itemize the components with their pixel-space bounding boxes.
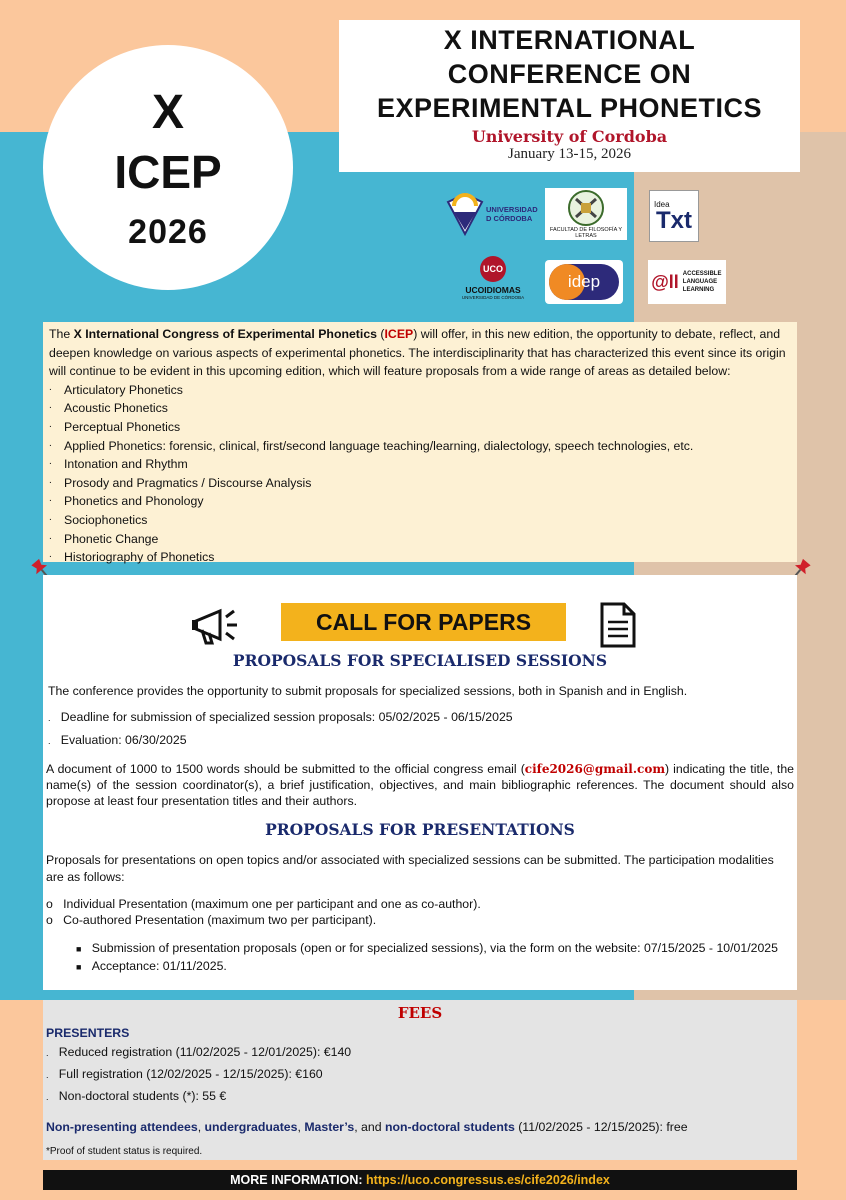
- deadlines-list: [76, 940, 794, 975]
- title-box: [339, 20, 800, 172]
- attendees-sep: ,: [297, 1120, 305, 1134]
- presentations-intro: Proposals for presentations on open topics and/or associated with specialized sessions can be submitted. The participation modalities are as follows:: [46, 853, 774, 884]
- uco-logo: [442, 188, 538, 240]
- uco-logo-text: UNIVERSIDAD D CÓRDOBA: [486, 205, 538, 223]
- idep-text: idep: [567, 272, 601, 291]
- presentations-heading: PROPOSALS FOR PRESENTATIONS: [265, 820, 575, 839]
- intro-paragraph: [43, 322, 797, 381]
- sessions-heading: PROPOSALS FOR SPECIALISED SESSIONS: [232, 651, 608, 670]
- list-item: . Phonetics and Phonology: [49, 492, 797, 511]
- title-line-1: X INTERNATIONAL: [443, 25, 696, 55]
- more-information-bar: [43, 1170, 797, 1190]
- list-item: . Evaluation: 06/30/2025: [48, 733, 187, 747]
- attendees-c: Master’s: [304, 1120, 355, 1134]
- fees-list: [43, 1042, 797, 1108]
- congress-name: X International Congress of Experimental Phonetics: [73, 327, 377, 341]
- intro-pre: The: [49, 327, 74, 341]
- list-item: . Phonetic Change: [49, 530, 797, 549]
- ucoidiomas-logo: [456, 252, 530, 304]
- faculty-crest-icon: [566, 189, 606, 227]
- uco-shield-icon: [444, 192, 486, 236]
- list-item: . Deadline for submission of specialized session proposals: 05/02/2025 - 06/15/2025: [48, 710, 513, 724]
- evaluation-text: Evaluation: 06/30/2025: [60, 733, 187, 747]
- ucoidiomas-text: UCOIDIOMAS: [465, 285, 521, 295]
- conference-dates: January 13-15, 2026: [508, 146, 631, 162]
- student-note: *Proof of student status is required.: [46, 1146, 203, 1157]
- list-item: ■ Acceptance: 01/11/2025.: [76, 958, 227, 973]
- list-item: . Intonation and Rhythm: [49, 455, 797, 474]
- fee-text: Reduced registration (11/02/2025 - 12/01/2025): €140: [58, 1045, 352, 1059]
- list-item: . Non-doctoral students (*): 55 €: [46, 1089, 227, 1103]
- deadline-text: Deadline for submission of specialized session proposals: 05/02/2025 - 06/15/2025: [60, 710, 513, 724]
- document-pre: A document of 1000 to 1500 words should be submitted to the official congress email (: [46, 762, 525, 776]
- fees-box: [43, 1000, 797, 1160]
- congress-email[interactable]: cife2026@gmail.com: [524, 762, 666, 776]
- attendees-d: non-doctoral students: [385, 1120, 515, 1134]
- modality-text: Individual Presentation (maximum one per participant and one as co-author).: [63, 897, 481, 911]
- logo-line-3: 2026: [128, 213, 208, 251]
- call-for-papers-banner: CALL FOR PAPERS: [281, 603, 566, 641]
- list-item: . Acoustic Phonetics: [49, 399, 797, 418]
- list-item: . Perceptual Phonetics: [49, 418, 797, 437]
- intro-post: ) will offer, in this new edition, the opportunity to debate, reflect, and deepen knowledge on various aspects of experimental phonetics. The interdisciplinarity that has characterized this event since its origin will continue to be evident in this upcoming edition, which will feature proposals from a wide range of areas as detailed below:: [49, 327, 786, 379]
- more-info-label: MORE INFORMATION:: [230, 1173, 367, 1187]
- congress-acronym: ICEP: [384, 327, 414, 341]
- idea-txt-text: Txt: [656, 206, 692, 234]
- idep-logo: [545, 260, 623, 304]
- list-item: . Articulatory Phonetics: [49, 381, 797, 400]
- all-logo: [648, 260, 726, 304]
- list-item: ■ Submission of presentation proposals (open or for specialized sessions), via the form on the website: 07/15/2025 - 10/01/2025: [76, 941, 778, 955]
- attendees-line: [43, 1120, 797, 1134]
- event-logo-circle: [43, 45, 293, 290]
- faculty-logo-text: FACULTAD DE FILOSOFÍA Y LETRAS: [549, 227, 623, 239]
- sessions-intro: The conference provides the opportunity to submit proposals for specialized sessions, both in Spanish and in English.: [48, 684, 688, 698]
- list-item: . Sociophonetics: [49, 511, 797, 530]
- fees-heading: FEES: [397, 1004, 443, 1022]
- list-item: . Reduced registration (11/02/2025 - 12/01/2025): €140: [46, 1045, 352, 1059]
- document-paragraph: [46, 761, 794, 809]
- list-item: o Individual Presentation (maximum one per participant and one as co-author).: [46, 897, 481, 911]
- attendees-b: undergraduates: [204, 1120, 298, 1134]
- fee-text: Non-doctoral students (*): 55 €: [58, 1089, 227, 1103]
- list-item: . Applied Phonetics: forensic, clinical, first/second language teaching/learning, dialectology, speech technologies, etc.: [49, 437, 797, 456]
- title-line-3: EXPERIMENTAL PHONETICS: [376, 93, 763, 123]
- ucoidiomas-badge: UCO: [480, 256, 506, 282]
- modalities-list: [46, 896, 794, 928]
- deadline-text: Submission of presentation proposals (open or for specialized sessions), via the form on the website: 07/15/2025 - 10/01/2025: [91, 941, 778, 955]
- modality-text: Co-authored Presentation (maximum two per participant).: [63, 913, 377, 927]
- list-item: . Historiography of Phonetics: [49, 548, 797, 567]
- areas-list: [43, 381, 797, 567]
- idea-small-text: Idea: [654, 199, 670, 209]
- all-text: ACCESSIBLE LANGUAGE LEARNING: [682, 271, 722, 293]
- more-info-link[interactable]: https://uco.congressus.es/cife2026/index: [366, 1173, 610, 1187]
- attendees-sep: , and: [354, 1120, 385, 1134]
- idea-txt-logo: [649, 190, 699, 242]
- conference-title: [339, 23, 800, 125]
- ucoidiomas-sub: UNIVERSIDAD DE CÓRDOBA: [461, 295, 525, 300]
- megaphone-icon: [190, 605, 246, 647]
- list-item: . Full registration (12/02/2025 - 12/15/2025): €160: [46, 1067, 323, 1081]
- faculty-logo: [545, 188, 627, 240]
- university-name: University of Cordoba: [471, 127, 668, 146]
- deadline-text: Acceptance: 01/11/2025.: [91, 958, 227, 973]
- logo-line-2: ICEP: [114, 146, 222, 198]
- logo-line-1: X: [151, 86, 184, 139]
- attendees-suffix: (11/02/2025 - 12/15/2025): free: [514, 1120, 688, 1134]
- all-mark: @ll: [651, 271, 679, 292]
- document-post: ) indicating the title, the name(s) of the session coordinator(s), a brief justification, objectives, and main bibliographic references. The document should also propose at least four presentation titles and their authors.: [46, 762, 794, 808]
- list-item: o Co-authored Presentation (maximum two per participant).: [46, 913, 377, 927]
- fee-text: Full registration (12/02/2025 - 12/15/2025): €160: [58, 1067, 323, 1081]
- list-item: . Prosody and Pragmatics / Discourse Analysis: [49, 474, 797, 493]
- scope-box: [43, 322, 797, 565]
- presenters-label: PRESENTERS: [46, 1026, 130, 1040]
- title-line-2: CONFERENCE ON: [447, 59, 692, 89]
- sessions-items: [48, 706, 793, 752]
- attendees-a: Non-presenting attendees: [46, 1120, 198, 1134]
- idep-mark: [549, 264, 619, 300]
- attendees-sep: ,: [197, 1120, 205, 1134]
- intro-mid: (: [377, 327, 385, 341]
- document-icon: [598, 602, 638, 648]
